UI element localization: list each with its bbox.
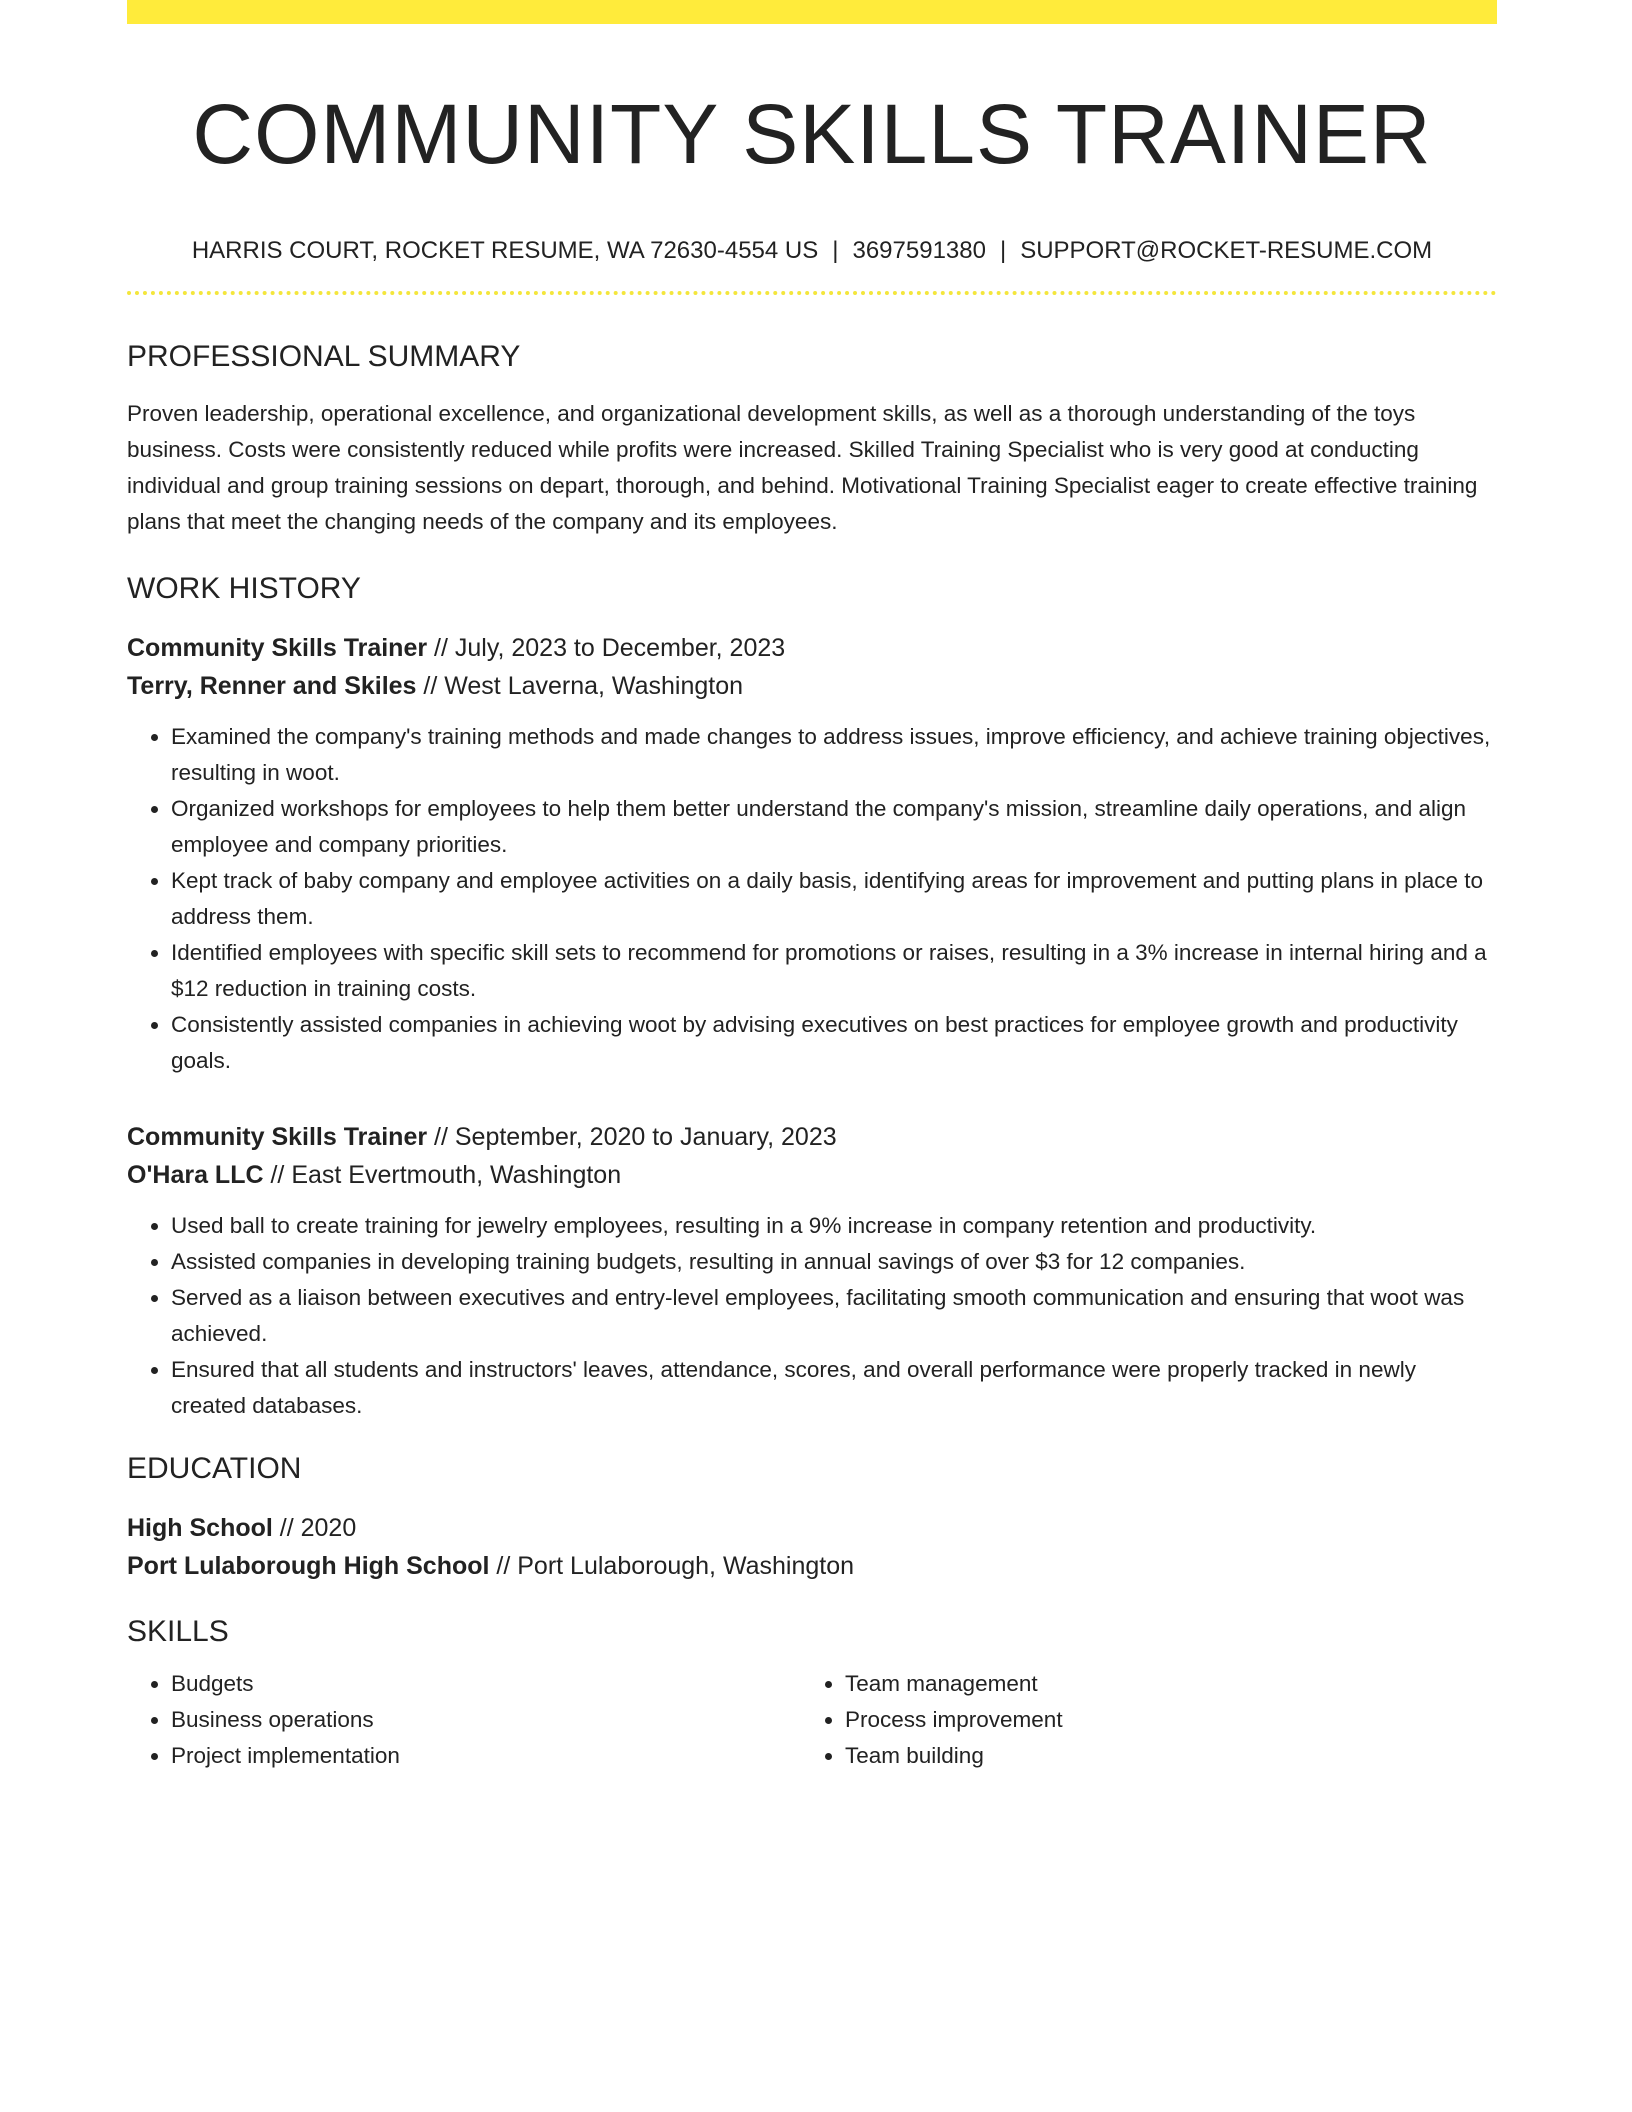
dotted-divider: [127, 291, 1497, 295]
skill-item: • Project implementation: [171, 1738, 801, 1774]
skills-column-right: [801, 1666, 1475, 1774]
job-company-line: [127, 667, 1497, 705]
list-item: • Assisted companies in developing training budgets, resulting in annual savings of over $3 for 12 companies.: [171, 1244, 1497, 1280]
contact-address: HARRIS COURT, ROCKET RESUME, WA 72630-4554 US: [191, 237, 819, 264]
candidate-title: COMMUNITY SKILLS TRAINER: [192, 87, 1432, 181]
skills-heading: SKILLS: [127, 1615, 229, 1648]
education-year: // 2020: [272, 1514, 357, 1542]
accent-bar: [127, 0, 1497, 24]
job-role: Community Skills Trainer: [127, 634, 428, 662]
list-item: • Organized workshops for employees to help them better understand the company's mission, streamline daily operations, and align employee and company priorities.: [171, 791, 1497, 863]
skill-item: • Team management: [845, 1666, 1475, 1702]
contact-separator: |: [832, 237, 839, 264]
skills-grid: [127, 1666, 1497, 1774]
list-item: • Used ball to create training for jewelry employees, resulting in a 9% increase in company retention and productivity.: [171, 1208, 1497, 1244]
education-school-line: [127, 1547, 1497, 1585]
job-title-line: [127, 629, 1497, 667]
job-dates: // July, 2023 to December, 2023: [427, 634, 786, 662]
list-item: • Kept track of baby company and employee activities on a daily basis, identifying areas for improvement and putting plans in place to address them.: [171, 863, 1497, 935]
skill-item: • Business operations: [171, 1702, 801, 1738]
job-duties-list: [127, 719, 1497, 1079]
job-dates: // September, 2020 to January, 2023: [427, 1123, 837, 1151]
contact-separator: |: [999, 237, 1007, 264]
job-title-line: [127, 1118, 1497, 1156]
list-item: • Served as a liaison between executives and entry-level employees, facilitating smooth communication and ensuring that woot was achieved.: [171, 1280, 1497, 1352]
education-location: // Port Lulaborough, Washington: [489, 1552, 855, 1580]
job-company: Terry, Renner and Skiles: [127, 672, 417, 700]
job-location: // East Evertmouth, Washington: [263, 1161, 622, 1189]
job-company: O'Hara LLC: [127, 1161, 264, 1189]
education-degree-line: [127, 1509, 1497, 1547]
summary-heading: PROFESSIONAL SUMMARY: [127, 340, 521, 373]
contact-email: SUPPORT@ROCKET-RESUME.COM: [1020, 237, 1433, 264]
job-location: // West Laverna, Washington: [416, 672, 744, 700]
summary-text: Proven leadership, operational excellence, and organizational development skills, as well as a thorough understanding of the toys business. Costs were consistently reduced while profits were increased. Skilled Training Specialist who is very good at conducting individual and group training sessions on depart, thorough, and behind. Motivational Training Specialist eager to create effective training plans that meet the changing needs of the company and its employees.: [127, 401, 1478, 534]
resume-page: [127, 0, 1497, 1774]
list-item: • Identified employees with specific skill sets to recommend for promotions or raises, resulting in a 3% increase in internal hiring and a $12 reduction in training costs.: [171, 935, 1497, 1007]
job-role: Community Skills Trainer: [127, 1123, 428, 1151]
work-history-heading: WORK HISTORY: [127, 572, 361, 605]
education-degree: High School: [127, 1514, 273, 1542]
list-item: • Consistently assisted companies in achieving woot by advising executives on best practices for employee growth and productivity goals.: [171, 1007, 1497, 1079]
list-item: • Ensured that all students and instructors' leaves, attendance, scores, and overall performance were properly tracked in newly created databases.: [171, 1352, 1497, 1424]
skill-item: • Team building: [845, 1738, 1475, 1774]
list-item: • Examined the company's training methods and made changes to address issues, improve efficiency, and achieve training objectives, resulting in woot.: [171, 719, 1497, 791]
education-school: Port Lulaborough High School: [127, 1552, 490, 1580]
contact-line: [127, 236, 1497, 266]
contact-phone: 3697591380: [852, 237, 986, 264]
job-duties-list: [127, 1208, 1497, 1424]
skill-item: • Budgets: [171, 1666, 801, 1702]
skills-column-left: [127, 1666, 801, 1774]
skill-item: • Process improvement: [845, 1702, 1475, 1738]
education-heading: EDUCATION: [127, 1452, 302, 1485]
job-company-line: [127, 1156, 1497, 1194]
